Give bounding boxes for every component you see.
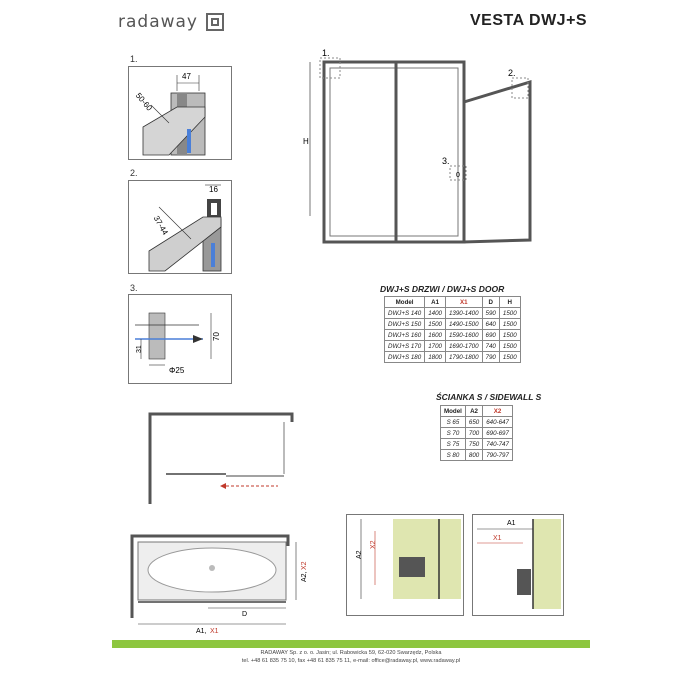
col-h: H [499,297,520,308]
detail-3-marker: 0 [456,172,460,179]
plan-label-a2: A2, [301,571,308,582]
section-view-right [472,514,564,616]
detail-3-dim-c: Φ25 [169,366,185,375]
footer-address: RADAWAY Sp. z o. o. Jasin; ul. Rabowicka 59, 62-020 Swarzędz, Polska [260,650,442,656]
section-left-x2: X2 [370,540,377,549]
table-row: S 75 750 740-747 [441,439,513,450]
detail-3-panel [128,294,232,384]
detail-1-panel [128,66,232,160]
detail-2-dim-b: 37-44 [151,214,170,237]
wall-table-caption: ŚCIANKA S / SIDEWALL S [436,392,542,402]
plan-label-x2: X2 [301,561,308,570]
plan-label-x1: X1 [210,628,219,635]
detail-3-dim-b: 31 [136,345,143,353]
brand-logo: radaway [118,12,198,32]
table-row: DWJ+S 160 1600 1590-1600 690 1500 [385,330,521,341]
main-elevation-view [300,48,540,248]
plan-label-d: D [242,611,248,618]
height-label: H [303,137,309,146]
col-x1: X1 [445,297,482,308]
detail-2-number: 2. [130,168,138,178]
table-row: S 80 800 790-797 [441,450,513,461]
table-row: DWJ+S 140 1400 1390-1400 590 1500 [385,308,521,319]
col-model: Model [441,406,466,417]
section-left-a2: A2 [356,550,363,559]
table-row: DWJ+S 170 1700 1690-1700 740 1500 [385,341,521,352]
detail-3-number: 3. [130,283,138,293]
wall-table [440,405,513,461]
detail-1-dim-b: 50-60 [133,91,154,113]
door-table-caption: DWJ+S DRZWI / DWJ+S DOOR [380,284,505,294]
detail-2-dim-a: 16 [209,185,218,194]
table-row: S 70 700 690-697 [441,428,513,439]
callout-3: 3. [442,156,450,166]
wall-table-header [441,406,513,417]
col-model: Model [385,297,425,308]
section-right-x1: X1 [493,535,502,542]
top-view-diagram [146,408,296,508]
detail-3-dim-a: 70 [212,332,221,341]
detail-1-dim-a: 47 [182,72,191,81]
detail-1-number: 1. [130,54,138,64]
callout-1: 1. [322,48,330,58]
plan-label-a1: A1, [196,628,207,635]
brand-logo-mark [206,13,224,31]
page-title: VESTA DWJ+S [470,12,588,29]
col-a1: A1 [425,297,446,308]
footer-bar [112,640,590,648]
table-row: DWJ+S 150 1500 1490-1500 640 1500 [385,319,521,330]
door-table [384,296,521,363]
table-row: DWJ+S 180 1800 1790-1800 790 1500 [385,352,521,363]
detail-2-panel [128,180,232,274]
section-right-a1: A1 [507,520,516,527]
footer-contact: tel. +48 61 835 75 10, fax +48 61 835 75 11, e-mail: office@radaway.pl, www.radaway.pl [241,658,461,664]
bathtub-plan-view [128,532,308,637]
section-view-left [346,514,464,616]
col-x2: X2 [483,406,513,417]
door-table-header [385,297,521,308]
col-a2: A2 [465,406,482,417]
callout-2: 2. [508,68,516,78]
table-row: S 65 650 640-647 [441,417,513,428]
col-d: D [482,297,499,308]
